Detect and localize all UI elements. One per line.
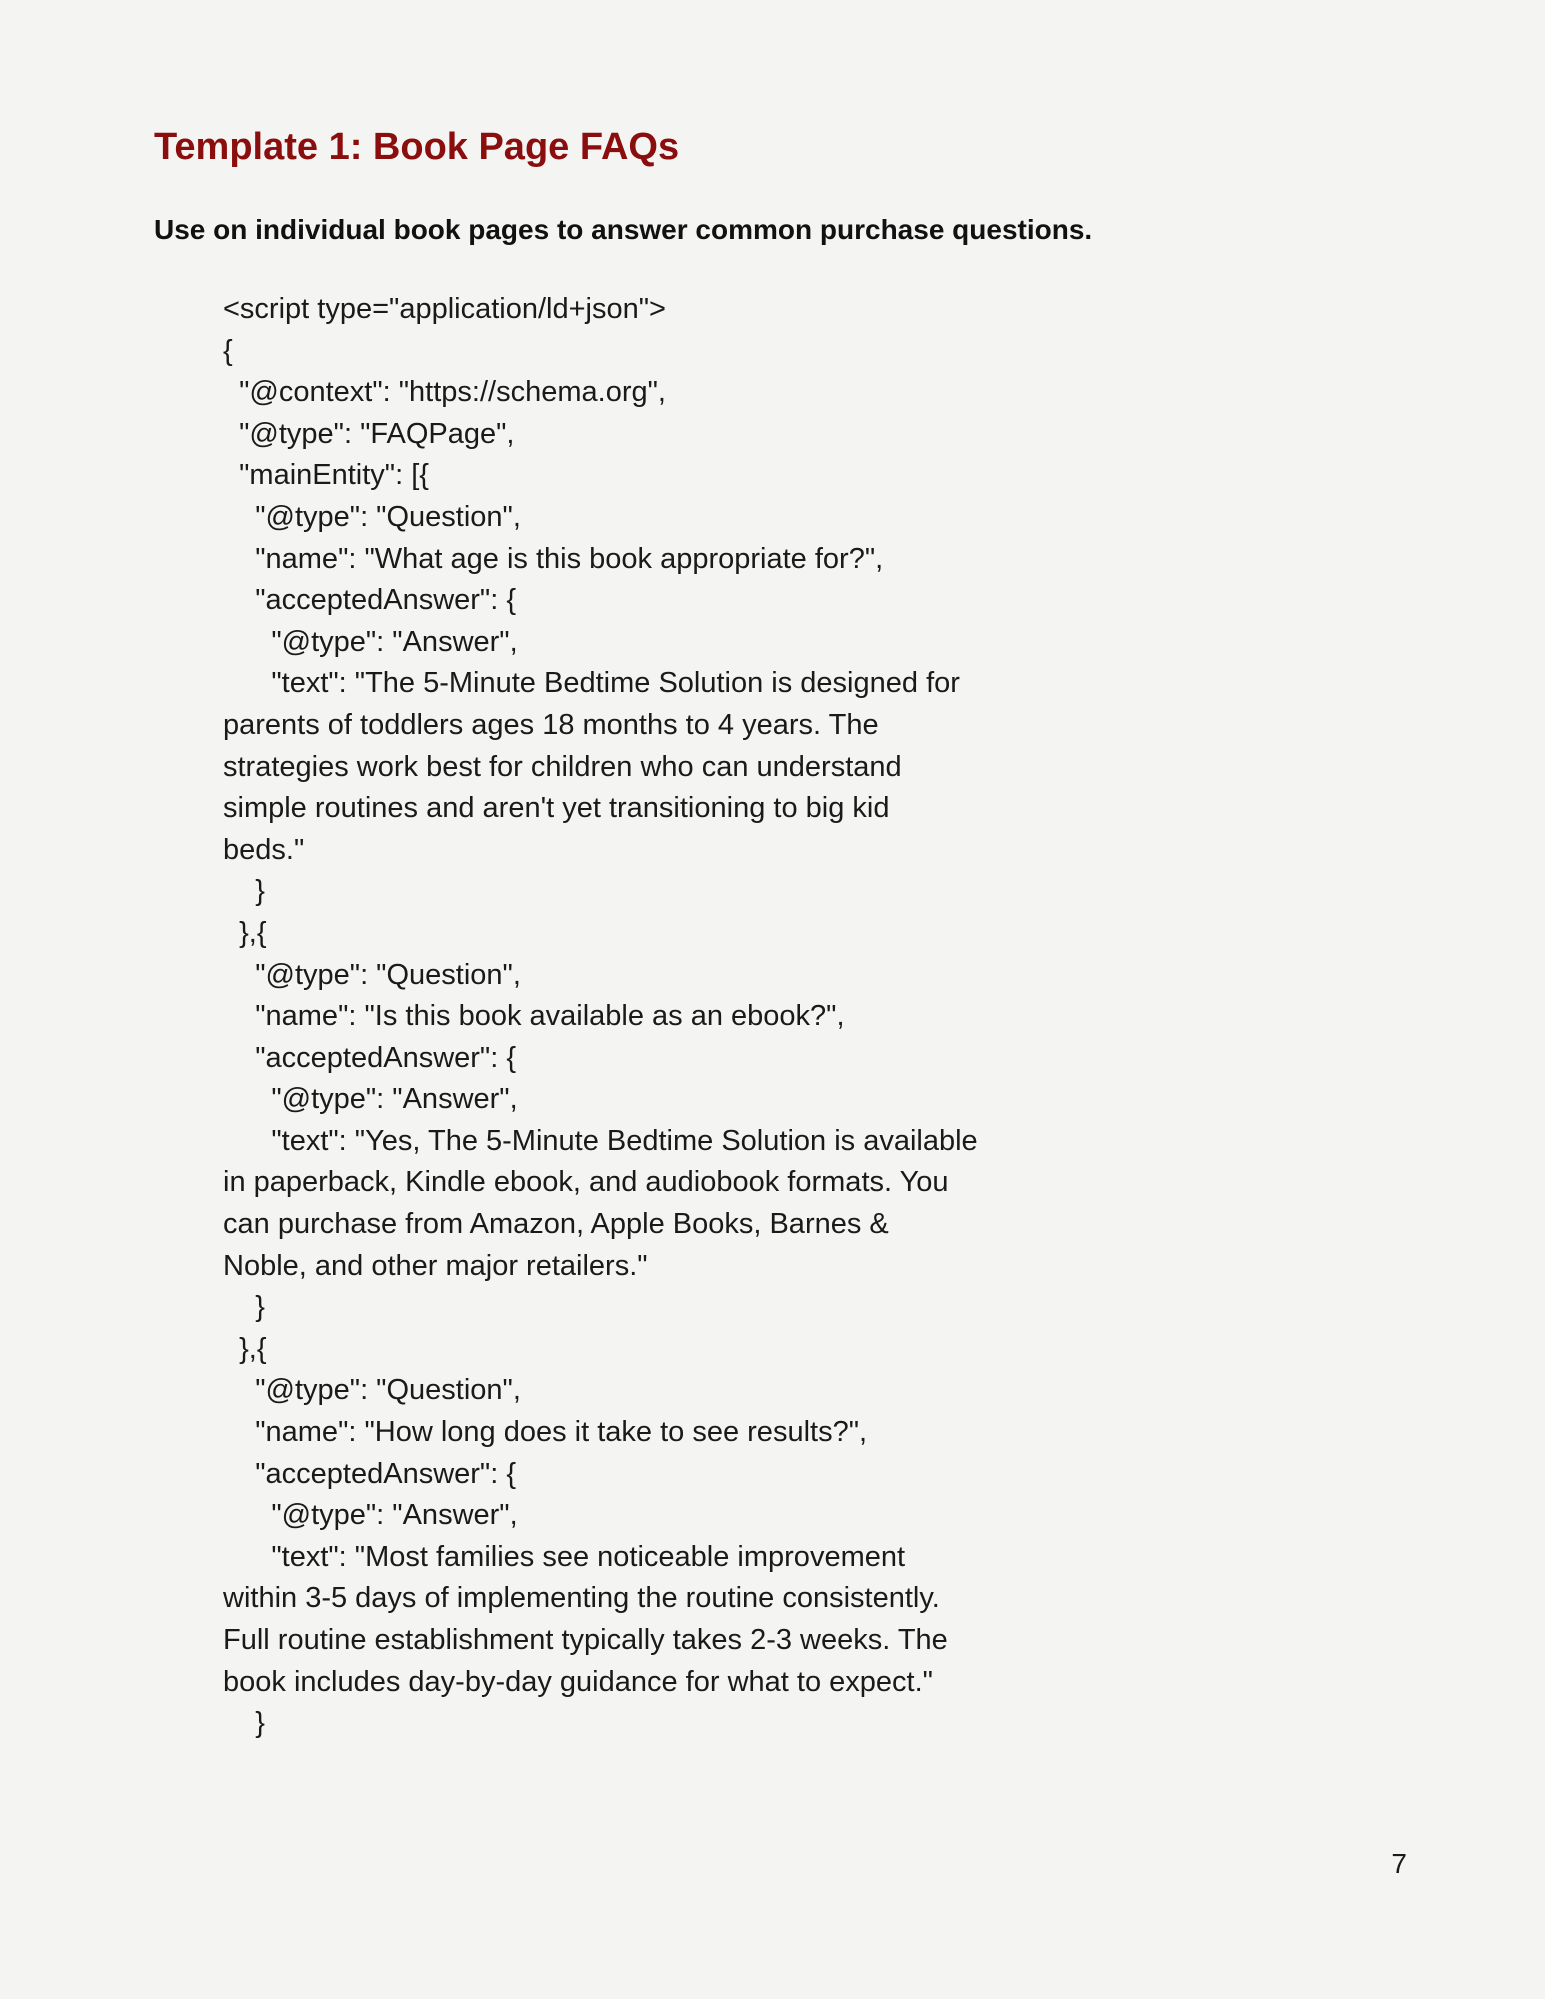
code-line: },{ — [223, 1332, 267, 1365]
code-line: "@context": "https://schema.org", — [223, 376, 666, 409]
code-line: beds." — [223, 833, 305, 866]
code-line: "text": "Yes, The 5-Minute Bedtime Solution is available — [223, 1124, 978, 1157]
code-line: "@type": "Question", — [223, 958, 521, 991]
code-line: } — [223, 1707, 265, 1740]
page-number: 7 — [1391, 1848, 1407, 1879]
code-line: "acceptedAnswer": { — [223, 1041, 517, 1074]
code-line: { — [223, 334, 233, 367]
code-line: "name": "How long does it take to see results?", — [223, 1416, 868, 1449]
code-line: "@type": "Question", — [223, 1374, 521, 1407]
code-line: Noble, and other major retailers." — [223, 1249, 648, 1282]
code-line: "mainEntity": [{ — [223, 459, 429, 492]
code-line: "text": "Most families see noticeable improvement — [223, 1540, 906, 1573]
code-line: "name": "Is this book available as an ebook?", — [223, 1000, 845, 1033]
code-line: "@type": "Answer", — [223, 625, 518, 658]
code-line: in paperback, Kindle ebook, and audiobook formats. You — [223, 1166, 949, 1199]
code-block — [223, 289, 1043, 1745]
code-line: strategies work best for children who can understand — [223, 750, 902, 783]
code-line: parents of toddlers ages 18 months to 4 years. The — [223, 708, 879, 741]
code-line: "@type": "Question", — [223, 500, 521, 533]
code-line: "name": "What age is this book appropriate for?", — [223, 542, 884, 575]
code-line: "acceptedAnswer": { — [223, 1457, 517, 1490]
code-line: } — [223, 1291, 265, 1324]
code-line: "@type": "FAQPage", — [223, 417, 515, 450]
code-line: "text": "The 5-Minute Bedtime Solution is designed for — [223, 667, 960, 700]
code-line: "acceptedAnswer": { — [223, 584, 517, 617]
code-line: simple routines and aren't yet transitioning to big kid — [223, 792, 890, 825]
code-line: },{ — [223, 916, 267, 949]
code-line: } — [223, 875, 265, 908]
code-line: "@type": "Answer", — [223, 1499, 518, 1532]
code-line: can purchase from Amazon, Apple Books, Barnes & — [223, 1208, 889, 1241]
code-line: Full routine establishment typically takes 2-3 weeks. The — [223, 1624, 948, 1656]
code-line: within 3-5 days of implementing the routine consistently. — [223, 1582, 940, 1615]
code-line: book includes day-by-day guidance for what to expect." — [223, 1665, 933, 1698]
page-subtitle: Use on individual book pages to answer common purchase questions. — [154, 214, 1093, 245]
code-line: <script type="application/ld+json"> — [223, 293, 666, 325]
page-title: Template 1: Book Page FAQs — [154, 126, 680, 168]
code-line: "@type": "Answer", — [223, 1083, 518, 1116]
